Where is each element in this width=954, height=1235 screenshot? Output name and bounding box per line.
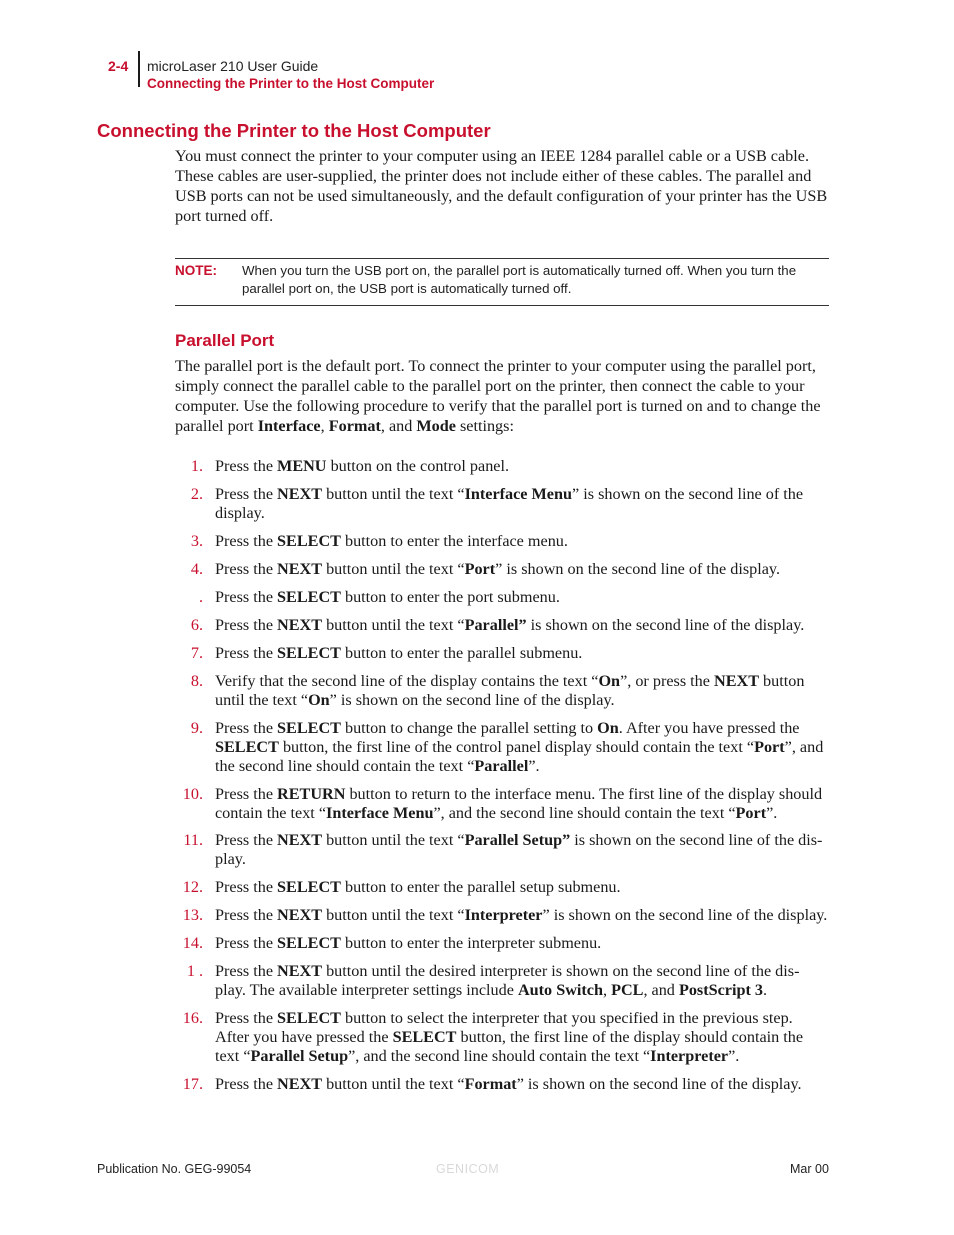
text-run: Press the (215, 532, 278, 550)
text-run: Press the (215, 644, 278, 662)
text-run: Press the (215, 785, 278, 803)
section-title: Connecting the Printer to the Host Computer (147, 76, 435, 91)
text-run: button to enter the parallel submenu. (340, 644, 583, 662)
step-number: 11. (183, 831, 203, 849)
publication-date: Mar 00 (790, 1162, 829, 1176)
text-run: button until the text “ (322, 831, 465, 849)
text-run: Press the (215, 719, 278, 737)
text-run: settings: (455, 417, 514, 435)
step-text (215, 532, 830, 551)
bold-term: PCL (611, 981, 644, 999)
text-run: button to enter the interface menu. (340, 532, 568, 550)
bold-term: RETURN (277, 785, 346, 803)
text-run: ” is shown on the second line of the display. (215, 485, 804, 522)
step-text (215, 616, 830, 635)
step-number: 6. (190, 616, 203, 634)
text-run: button to select the interpreter that you specified in the previous step. After you have pressed the (215, 1009, 793, 1046)
text-run: button until the text “ (322, 485, 465, 503)
step-text (215, 785, 830, 823)
text-run: Press the (215, 616, 278, 634)
text-run: ”, or press the (620, 672, 715, 690)
text-run: Press the (215, 560, 278, 578)
step-text (215, 457, 830, 476)
bold-term: Format (328, 417, 381, 435)
bold-term: Format (464, 1075, 517, 1093)
note-text: When you turn the USB port on, the parallel port is automatically turned off. When you turn the parallel port on, the USB port is automatically turned off. (242, 263, 797, 296)
bold-term: Interface Menu (464, 485, 572, 503)
text-run: ” is shown on the second line of the display. (542, 906, 828, 924)
text-run: . After you have pressed the (618, 719, 800, 737)
text-run: ” is shown on the second line of the display. (495, 560, 781, 578)
step-text (215, 1075, 830, 1094)
bold-term: SELECT (277, 1009, 341, 1027)
bold-term: NEXT (277, 485, 323, 503)
text-run: button until the text “ (215, 672, 805, 709)
note-box (175, 258, 829, 306)
text-run: Press the (215, 934, 278, 952)
step-text (215, 644, 830, 663)
text-run: ”. (766, 804, 778, 822)
bold-term: NEXT (277, 1075, 323, 1093)
step-number: 9. (190, 719, 203, 737)
bold-term: Interpreter (650, 1047, 729, 1065)
text-run: Press the (215, 1009, 278, 1027)
bold-term: NEXT (714, 672, 759, 690)
bold-term: On (308, 691, 330, 709)
text-run: button to enter the port submenu. (340, 588, 560, 606)
text-run: The parallel port is the default port. To connect the printer to your computer using the parallel port, simply connect the parallel cable to the parallel port on the printer, then connect the cable to your computer. Use the following procedure to verify that the parallel port is turned on and to change the parallel port (175, 357, 821, 435)
step-number: 14. (182, 934, 203, 952)
bold-term: SELECT (392, 1028, 457, 1046)
text-run: ”, and the second line should contain the text “ (215, 738, 824, 775)
step-number: 8. (190, 672, 203, 690)
bold-term: Parallel (474, 757, 529, 775)
step-text (215, 719, 830, 776)
text-run: is shown on the second line of the dis-play. (215, 831, 823, 868)
text-run: button until the desired interpreter is shown on the second line of the dis-play. The available interpreter settings include (215, 962, 800, 999)
text-run: Press the (215, 1075, 278, 1093)
step-text (215, 878, 830, 897)
bold-term: Auto Switch (517, 981, 603, 999)
step-text (215, 1009, 830, 1066)
step-number: 2. (190, 485, 203, 503)
note-label: NOTE: (175, 263, 217, 278)
text-run: ”, and the second line should contain the text “ (433, 804, 736, 822)
bold-term: PostScript 3 (678, 981, 764, 999)
brand-watermark: GENICOM (436, 1162, 500, 1176)
main-heading: Connecting the Printer to the Host Computer (97, 120, 491, 141)
bold-term: SELECT (277, 934, 341, 952)
text-run: . (763, 981, 768, 999)
text-run: ” is shown on the second line of the display. (329, 691, 615, 709)
bold-term: Interpreter (464, 906, 543, 924)
text-run: button, the first line of the control panel display should contain the text “ (278, 738, 755, 756)
bold-term: NEXT (277, 616, 323, 634)
text-run: button to enter the interpreter submenu. (340, 934, 602, 952)
step-number: 13. (182, 906, 203, 924)
step-number: . (198, 588, 203, 606)
step-number: 7. (190, 644, 203, 662)
publication-number: Publication No. GEG-99054 (97, 1162, 252, 1176)
step-text (215, 906, 830, 925)
step-text (215, 934, 830, 953)
step-text (215, 588, 830, 607)
step-text (215, 485, 830, 523)
bold-term: MENU (277, 457, 327, 475)
text-run: button on the control panel. (326, 457, 510, 475)
text-run: ”. (528, 757, 540, 775)
text-run: Press the (215, 831, 278, 849)
bold-term: Parallel Setup” (464, 831, 571, 849)
bold-term: Parallel Setup (250, 1047, 349, 1065)
header-divider (138, 51, 140, 87)
text-run: Press the (215, 878, 278, 896)
text-run: button until the text “ (322, 616, 465, 634)
text-run: Press the (215, 485, 278, 503)
parallel-port-heading: Parallel Port (175, 331, 275, 350)
text-run: Press the (215, 588, 278, 606)
page-number: 2-4 (108, 58, 129, 74)
bold-term: SELECT (277, 532, 341, 550)
step-text (215, 560, 830, 579)
step-text (215, 831, 830, 869)
bold-term: On (598, 672, 621, 690)
bold-term: SELECT (277, 719, 341, 737)
text-run: Press the (215, 457, 278, 475)
text-run: button until the text “ (322, 560, 465, 578)
guide-title: microLaser 210 User Guide (147, 58, 319, 74)
step-number: 1. (190, 457, 203, 475)
text-run: , and (380, 417, 417, 435)
bold-term: Interface Menu (326, 804, 434, 822)
bold-term: SELECT (277, 878, 341, 896)
text-run: Press the (215, 906, 278, 924)
text-run: button until the text “ (322, 906, 465, 924)
bold-term: NEXT (277, 831, 323, 849)
text-run: , (602, 981, 612, 999)
text-run: button until the text “ (322, 1075, 465, 1093)
step-number: 3. (190, 532, 203, 550)
step-number: 10. (182, 785, 203, 803)
bold-term: NEXT (277, 906, 323, 924)
bold-term: Parallel” (464, 616, 527, 634)
bold-term: Interface (257, 417, 321, 435)
text-run: ”. (728, 1047, 740, 1065)
step-number: 17. (182, 1075, 203, 1093)
bold-term: SELECT (277, 644, 341, 662)
step-number: 1 . (186, 962, 203, 980)
step-number: 16. (182, 1009, 203, 1027)
text-run: Verify that the second line of the display contains the text “ (215, 672, 599, 690)
bold-term: SELECT (215, 738, 279, 756)
step-number: 4. (190, 560, 203, 578)
text-run: button, the first line of the display should contain the text “ (215, 1028, 804, 1065)
step-text (215, 672, 830, 710)
text-run: button to return to the interface menu. The first line of the display should contain the text “ (215, 785, 823, 822)
text-run: button to enter the parallel setup submenu. (340, 878, 621, 896)
bold-term: On (597, 719, 619, 737)
bold-term: Port (464, 560, 496, 578)
intro-paragraph: You must connect the printer to your computer using an IEEE 1284 parallel cable or a USB cable. These cables are user-supplied, the printer does not include either of these cables. The parallel and USB ports can not be used simultaneously, and the default configuration of your printer has the USB port turned off. (175, 147, 828, 225)
bold-term: NEXT (277, 560, 323, 578)
bold-term: Port (735, 804, 767, 822)
text-run: Press the (215, 962, 278, 980)
bold-term: Mode (416, 417, 456, 435)
text-run: button to change the parallel setting to (340, 719, 598, 737)
text-run: , and (643, 981, 679, 999)
bold-term: NEXT (277, 962, 323, 980)
text-run: , (320, 417, 329, 435)
text-run: ” is shown on the second line of the display. (516, 1075, 802, 1093)
text-run: is shown on the second line of the display. (526, 616, 805, 634)
bold-term: SELECT (277, 588, 341, 606)
bold-term: Port (754, 738, 785, 756)
parallel-port-paragraph (175, 356, 830, 436)
step-text (215, 962, 830, 1000)
text-run: ”, and the second line should contain the text “ (348, 1047, 651, 1065)
step-number: 12. (182, 878, 203, 896)
